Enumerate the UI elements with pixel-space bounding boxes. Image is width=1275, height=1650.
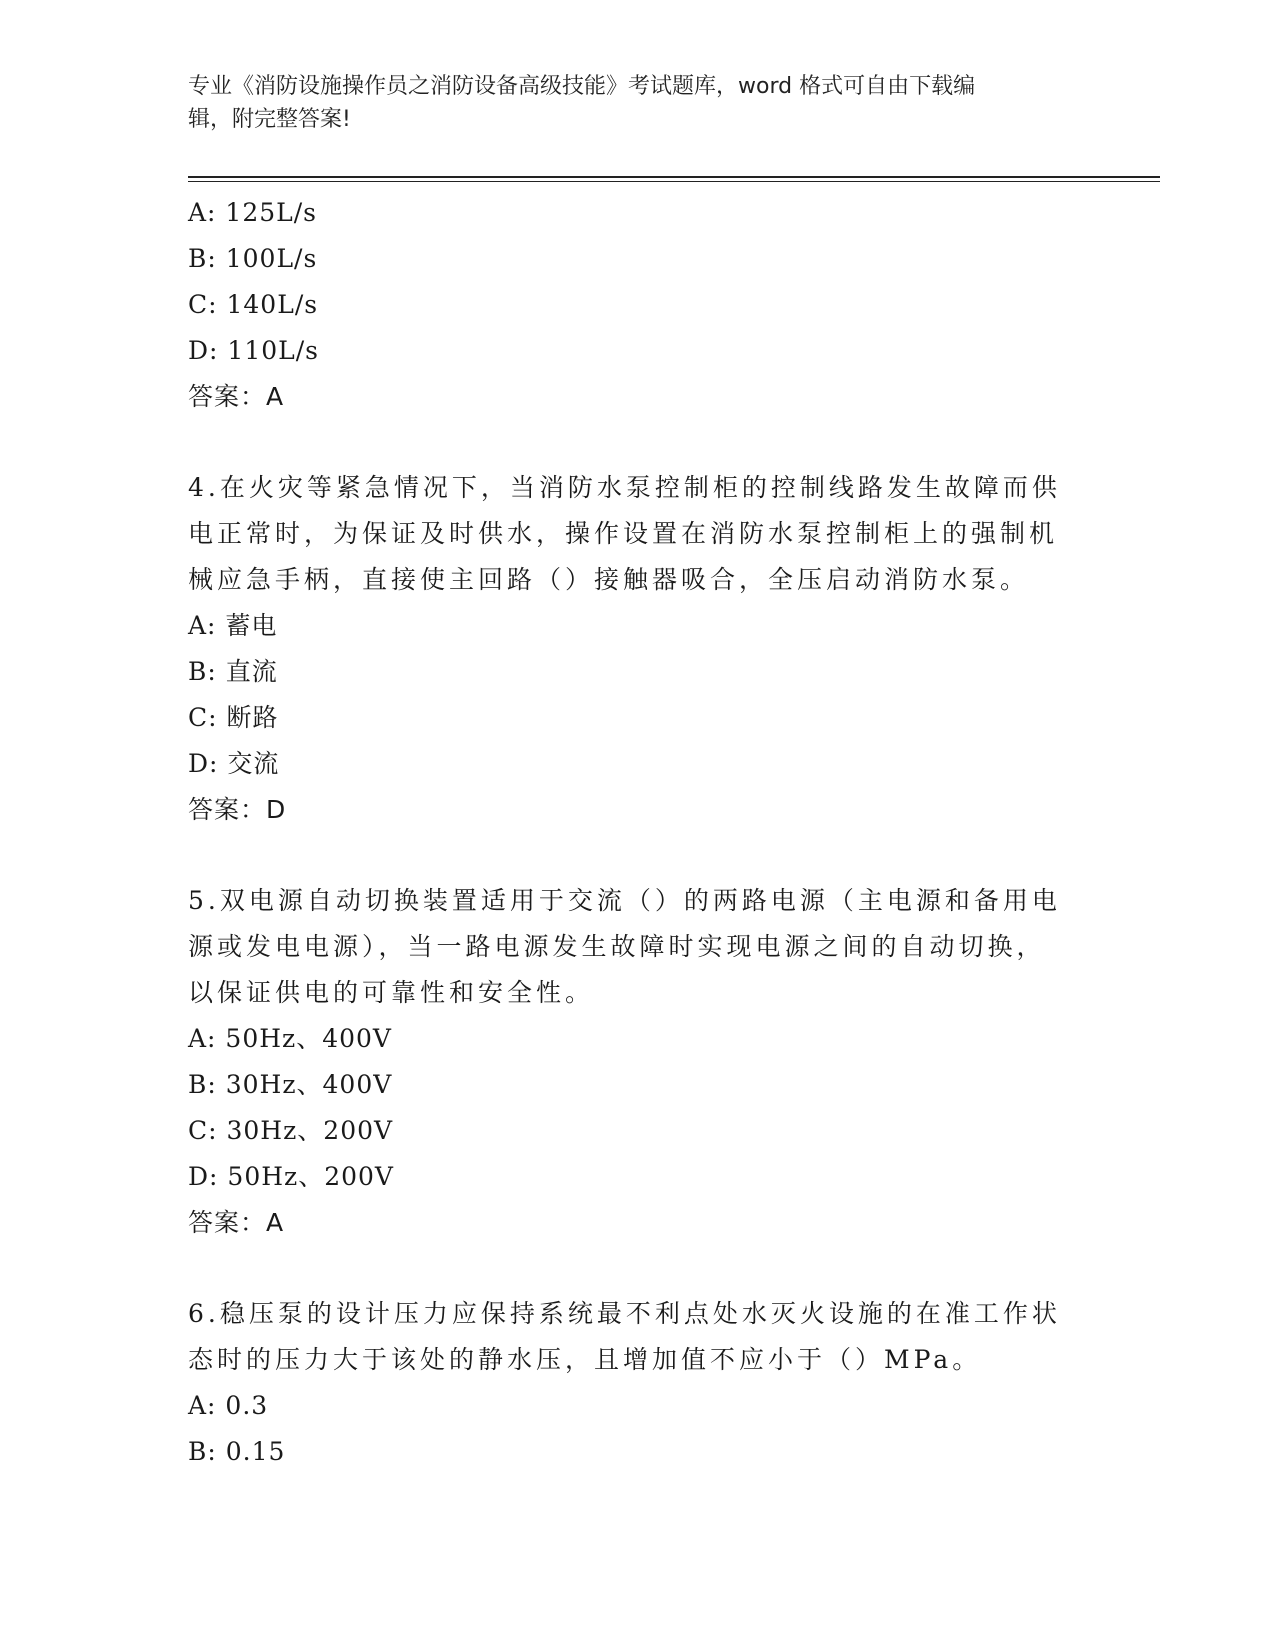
question-3: [188, 190, 1078, 420]
header-divider-thick: [188, 176, 1160, 178]
question-4: [188, 465, 1078, 833]
option-d: D: 50Hz、200V: [188, 1162, 394, 1191]
document-body: [188, 190, 1078, 1475]
question-stem-line: 5.双电源自动切换装置适用于交流（）的两路电源（主电源和备用电: [188, 886, 1061, 915]
question-gap: [188, 1246, 1078, 1291]
answer-line: 答案：A: [188, 382, 285, 411]
option-a: A: 125L/s: [188, 198, 317, 227]
question-6: [188, 1291, 1078, 1475]
option-b: B: 0.15: [188, 1437, 286, 1466]
option-a: A: 蓄电: [188, 611, 278, 640]
option-d: D: 110L/s: [188, 336, 319, 365]
question-stem-line: 以保证供电的可靠性和安全性。: [188, 978, 595, 1007]
header-line-2: 辑，附完整答案!: [188, 107, 351, 132]
document-header: [188, 70, 1088, 136]
question-stem-line: 4.在火灾等紧急情况下，当消防水泵控制柜的控制线路发生故障而供: [188, 473, 1061, 502]
option-a: A: 50Hz、400V: [188, 1024, 392, 1053]
option-c: C: 断路: [188, 703, 279, 732]
option-b: B: 30Hz、400V: [188, 1070, 393, 1099]
question-stem-line: 源或发电电源），当一路电源发生故障时实现电源之间的自动切换，: [188, 932, 1046, 961]
question-gap: [188, 420, 1078, 465]
question-5: [188, 878, 1078, 1246]
question-stem-line: 电正常时，为保证及时供水，操作设置在消防水泵控制柜上的强制机: [188, 519, 1059, 548]
question-gap: [188, 833, 1078, 878]
question-stem-line: 6.稳压泵的设计压力应保持系统最不利点处水灭火设施的在准工作状: [188, 1299, 1061, 1328]
option-c: C: 30Hz、200V: [188, 1116, 394, 1145]
option-c: C: 140L/s: [188, 290, 319, 319]
option-b: B: 直流: [188, 657, 278, 686]
answer-line: 答案：A: [188, 1208, 285, 1237]
answer-line: 答案：D: [188, 795, 287, 824]
question-stem-line: 械应急手柄，直接使主回路（）接触器吸合，全压启动消防水泵。: [188, 565, 1030, 594]
header-divider-thin: [188, 181, 1160, 182]
question-stem-line: 态时的压力大于该处的静水压，且增加值不应小于（）MPa。: [188, 1345, 982, 1374]
header-line-1: 专业《消防设施操作员之消防设备高级技能》考试题库，word 格式可自由下载编: [188, 74, 976, 99]
option-b: B: 100L/s: [188, 244, 318, 273]
option-a: A: 0.3: [188, 1391, 269, 1420]
option-d: D: 交流: [188, 749, 280, 778]
